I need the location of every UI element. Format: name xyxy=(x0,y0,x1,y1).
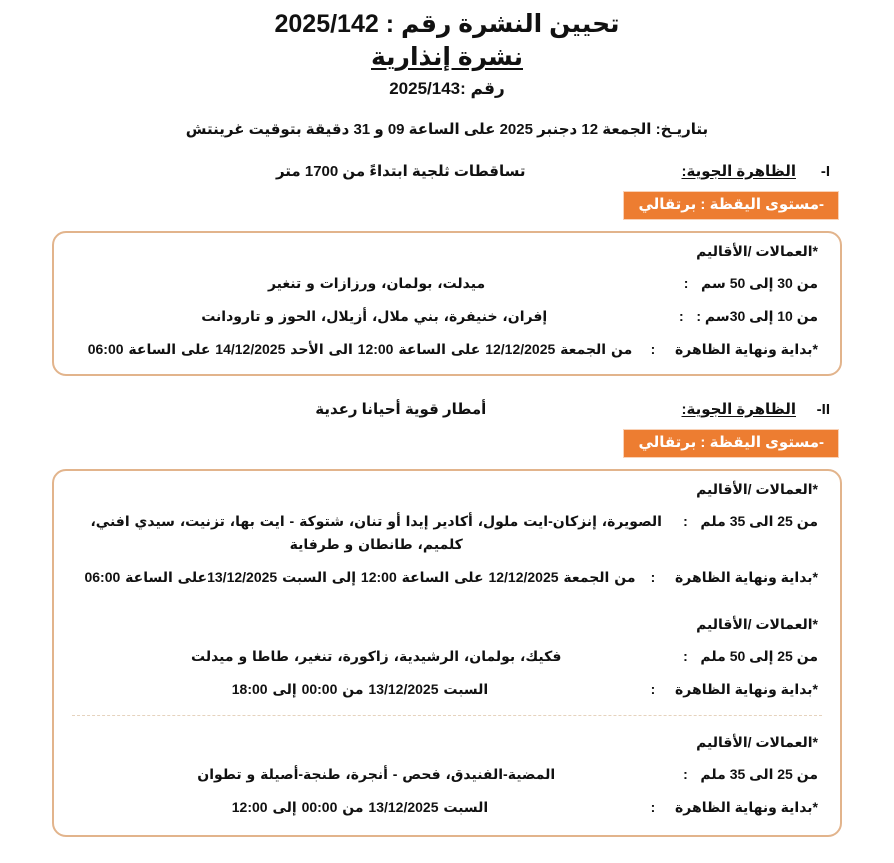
provinces-label: *العمالات /الأقاليم xyxy=(696,481,818,498)
details-box-1 xyxy=(52,231,842,375)
table-row xyxy=(72,272,822,295)
row-value: ميدلت، بولمان، ورزازات و تنغير xyxy=(267,275,486,292)
row-key: من 25 الى 35 ملم xyxy=(700,765,818,782)
provinces-label: *العمالات /الأقاليم xyxy=(696,615,818,632)
document-header xyxy=(0,0,894,138)
row-value: المضية-الفنيدق، فحص - أنجرة، طنجة-أصيلة و تطوان xyxy=(197,765,556,782)
row-colon: : xyxy=(683,275,689,292)
row-key: *بداية ونهاية الظاهرة xyxy=(675,798,818,815)
vigilance-banner-wrap-1 xyxy=(0,192,894,220)
detail-block xyxy=(72,616,822,701)
table-row xyxy=(72,796,822,819)
row-value: من الجمعة 12/12/2025 على الساعة 12:00 إلى السبت 13/12/2025على الساعة 06:00 xyxy=(84,569,636,586)
row-value: السبت 13/12/2025 من 00:00 إلى 18:00 xyxy=(231,680,489,697)
phenomenon-value-2: أمطار قوية أحيانا رعدية xyxy=(315,400,487,418)
provinces-label: *العمالات /الأقاليم xyxy=(696,243,818,260)
row-colon: : xyxy=(679,308,684,325)
status-badge-vigilance-2: -مستوى اليقظة : برتقالي xyxy=(624,430,838,458)
vigilance-banner-wrap-2 xyxy=(0,430,894,458)
row-colon: : xyxy=(650,569,656,586)
page-title: تحيين النشرة رقم : 2025/142 xyxy=(274,10,620,38)
phenomenon-heading-2 xyxy=(0,400,894,418)
phenomenon-value-1: تساقطات ثلجية ابتداءً من 1700 متر xyxy=(275,162,526,180)
bulletin-type-title: نشرة إنذارية xyxy=(371,43,523,71)
table-row xyxy=(72,645,822,668)
table-row xyxy=(72,338,822,361)
row-value: السبت 13/12/2025 من 00:00 إلى 12:00 xyxy=(231,798,489,815)
row-value: من الجمعة 12/12/2025 على الساعة 12:00 الى الأحد 14/12/2025 على الساعة 06:00 xyxy=(87,341,633,358)
row-key: *بداية ونهاية الظاهرة xyxy=(675,341,818,358)
status-badge-vigilance-1: -مستوى اليقظة : برتقالي xyxy=(624,192,838,220)
phenomenon-heading-1 xyxy=(0,162,894,180)
row-colon: : xyxy=(683,647,688,664)
row-colon: : xyxy=(683,765,688,782)
row-key: من 10 إلى 30سم : xyxy=(696,308,818,325)
bulletin-number: رقم :2025/143 xyxy=(389,79,505,98)
table-row xyxy=(72,763,822,786)
detail-block xyxy=(72,715,822,819)
row-value: فكيك، بولمان، الرشيدية، زاكورة، تنغير، طاطا و ميدلت xyxy=(191,647,562,664)
details-box-2 xyxy=(52,469,842,837)
row-value: الصويرة، إنزكان-ايت ملول، أكادير إيدا أو تنان، شتوكة - ايت بها، تزنيت، سيدي افني، كلميم، طانطان و طرفاية xyxy=(90,513,662,553)
section-numeral-1: I- xyxy=(820,162,830,180)
row-colon: : xyxy=(650,341,656,358)
row-value: إفران، خنيفرة، بني ملال، أزيلال، الحوز و تارودانت xyxy=(201,308,548,325)
row-colon: : xyxy=(650,798,656,815)
detail-block xyxy=(72,243,822,361)
detail-block xyxy=(72,481,822,589)
table-row xyxy=(72,678,822,701)
phenomenon-label-1: الظاهرة الجوية: xyxy=(681,162,796,180)
row-colon: : xyxy=(683,513,688,530)
row-key: من 30 إلى 50 سم xyxy=(701,275,818,292)
row-colon: : xyxy=(650,680,656,697)
section-numeral-2: II- xyxy=(816,400,830,418)
provinces-label: *العمالات /الأقاليم xyxy=(696,733,818,750)
table-row xyxy=(72,566,822,589)
row-key: *بداية ونهاية الظاهرة xyxy=(675,569,818,586)
phenomenon-label-2: الظاهرة الجوية: xyxy=(681,400,796,418)
row-key: *بداية ونهاية الظاهرة xyxy=(675,680,818,697)
row-key: من 25 إلى 50 ملم xyxy=(700,647,818,664)
table-row xyxy=(72,510,822,556)
row-key: من 25 الى 35 ملم xyxy=(700,513,818,530)
issue-date-line: بتاريـخ: الجمعة 12 دجنبر 2025 على الساعة 09 و 31 دقيقة بتوقيت غرينتش xyxy=(185,120,709,138)
table-row xyxy=(72,305,822,328)
